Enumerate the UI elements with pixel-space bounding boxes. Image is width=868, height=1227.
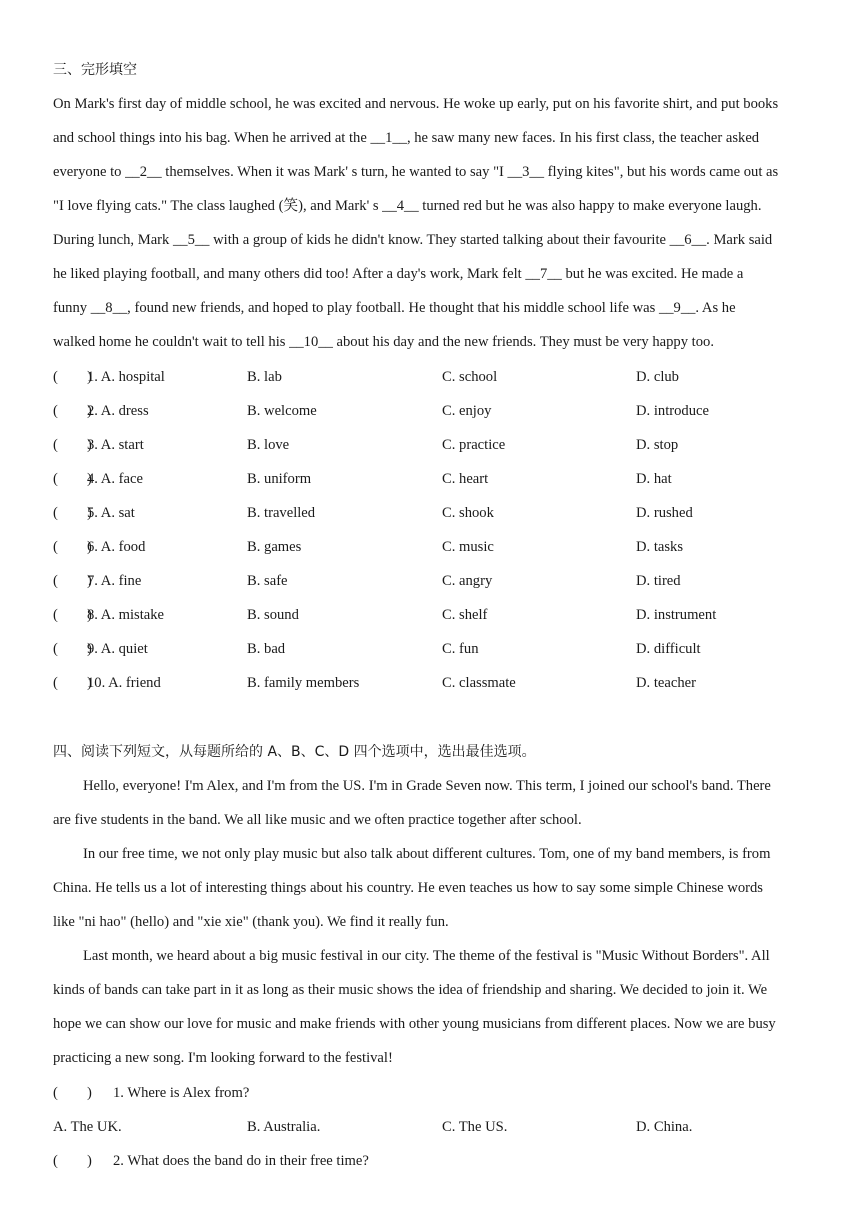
reading-options xyxy=(53,1117,818,1137)
option-c: C. The US. xyxy=(442,1119,508,1135)
reading-paragraph-line: Hello, everyone! I'm Alex, and I'm from the US. I'm in Grade Seven now. This term, I joined our school's band. There xyxy=(83,778,771,794)
answer-blank[interactable]: ( ) xyxy=(53,403,92,419)
option-d: D. club xyxy=(636,369,679,385)
option-b: B. welcome xyxy=(247,403,317,419)
cloze-passage-line: walked home he couldn't wait to tell his __10__ about his day and the new friends. They must be very happy too. xyxy=(53,334,714,350)
cloze-passage-line: During lunch, Mark __5__ with a group of kids he didn't know. They started talking about their favourite __6__. Mark said xyxy=(53,232,773,248)
cloze-question-row xyxy=(53,673,818,693)
reading-paragraph-line: Last month, we heard about a big music festival in our city. The theme of the festival is "Music Without Borders". All xyxy=(83,948,770,964)
reading-paragraph-line: China. He tells us a lot of interesting things about his country. He even teaches us how to say some simple Chinese words xyxy=(53,880,763,896)
option-a: A. The UK. xyxy=(53,1119,122,1135)
cloze-passage-line: funny __8__, found new friends, and hoped to play football. He thought that his middle school life was __9__. As he xyxy=(53,300,736,316)
option-d: D. hat xyxy=(636,471,672,487)
option-c: C. enjoy xyxy=(442,403,492,419)
option-b: B. travelled xyxy=(247,505,316,521)
option-a: 6. A. food xyxy=(87,539,146,555)
option-d: D. stop xyxy=(636,437,679,453)
reading-paragraph-line: are five students in the band. We all like music and we often practice together after school. xyxy=(53,812,582,828)
option-c: C. school xyxy=(442,369,498,385)
option-b: B. games xyxy=(247,539,302,555)
option-a: 7. A. fine xyxy=(87,573,142,589)
option-b: B. safe xyxy=(247,573,288,589)
option-c: C. heart xyxy=(442,471,489,487)
reading-paragraph-line: In our free time, we not only play music but also talk about different cultures. Tom, one of my band members, is from xyxy=(83,846,771,862)
cloze-question-row xyxy=(53,367,818,387)
answer-blank[interactable]: ( ) xyxy=(53,1085,92,1101)
reading-question xyxy=(53,1083,818,1103)
cloze-question-row xyxy=(53,571,818,591)
section-heading-cloze: 三、完形填空 xyxy=(53,62,137,78)
answer-blank[interactable]: ( ) xyxy=(53,369,92,385)
option-b: B. family members xyxy=(247,675,360,691)
answer-blank[interactable]: ( ) xyxy=(53,437,92,453)
option-b: B. sound xyxy=(247,607,299,623)
reading-paragraph-line: hope we can show our love for music and make friends with other young musicians from different places. Now we are busy xyxy=(53,1016,776,1032)
option-c: C. classmate xyxy=(442,675,516,691)
option-a: 9. A. quiet xyxy=(87,641,148,657)
question-text: 1. Where is Alex from? xyxy=(113,1085,250,1101)
option-a: 5. A. sat xyxy=(87,505,135,521)
reading-question xyxy=(53,1151,818,1171)
option-d: D. difficult xyxy=(636,641,701,657)
cloze-question-row xyxy=(53,503,818,523)
answer-blank[interactable]: ( ) xyxy=(53,675,92,691)
cloze-question-row xyxy=(53,537,818,557)
option-a: 4. A. face xyxy=(87,471,143,487)
option-a: 2. A. dress xyxy=(87,403,149,419)
option-c: C. fun xyxy=(442,641,479,657)
option-b: B. love xyxy=(247,437,290,453)
section-heading-reading: 四、阅读下列短文，从每题所给的 A、B、C、D 四个选项中，选出最佳选项。 xyxy=(53,744,536,760)
cloze-passage-line: On Mark's first day of middle school, he was excited and nervous. He woke up early, put on his favorite shirt, and put books xyxy=(53,96,779,112)
option-d: D. China. xyxy=(636,1119,693,1135)
cloze-passage-line: and school things into his bag. When he arrived at the __1__, he saw many new faces. In his first class, the teacher asked xyxy=(53,130,760,146)
answer-blank[interactable]: ( ) xyxy=(53,641,92,657)
option-d: D. introduce xyxy=(636,403,709,419)
reading-paragraph-line: like "ni hao" (hello) and "xie xie" (thank you). We find it really fun. xyxy=(53,914,449,930)
option-d: D. teacher xyxy=(636,675,696,691)
cloze-question-row xyxy=(53,469,818,489)
option-d: D. rushed xyxy=(636,505,693,521)
answer-blank[interactable]: ( ) xyxy=(53,505,92,521)
cloze-passage-line: he liked playing football, and many others did too! After a day's work, Mark felt __7__ but he was excited. He made a xyxy=(53,266,744,282)
reading-paragraph-line: practicing a new song. I'm looking forward to the festival! xyxy=(53,1050,393,1066)
answer-blank[interactable]: ( ) xyxy=(53,539,92,555)
question-text: 2. What does the band do in their free time? xyxy=(113,1153,369,1169)
cloze-passage-line: everyone to __2__ themselves. When it was Mark' s turn, he wanted to say "I __3__ flying kites", but his words came out as xyxy=(53,164,779,180)
option-a: 3. A. start xyxy=(87,437,144,453)
option-b: B. lab xyxy=(247,369,282,385)
answer-blank[interactable]: ( ) xyxy=(53,471,92,487)
option-a: 1. A. hospital xyxy=(87,369,165,385)
cloze-question-row xyxy=(53,605,818,625)
cloze-question-row xyxy=(53,639,818,659)
option-c: C. shook xyxy=(442,505,494,521)
cloze-passage-line: "I love flying cats." The class laughed (笑), and Mark' s __4__ turned red but he was also happy to make everyone laugh. xyxy=(53,198,762,214)
option-d: D. instrument xyxy=(636,607,717,623)
option-b: B. uniform xyxy=(247,471,312,487)
option-b: B. bad xyxy=(247,641,286,657)
option-d: D. tasks xyxy=(636,539,684,555)
option-c: C. music xyxy=(442,539,494,555)
option-c: C. angry xyxy=(442,573,493,589)
option-a: 8. A. mistake xyxy=(87,607,165,623)
option-d: D. tired xyxy=(636,573,681,589)
cloze-question-row xyxy=(53,401,818,421)
cloze-question-row xyxy=(53,435,818,455)
option-b: B. Australia. xyxy=(247,1119,321,1135)
option-c: C. practice xyxy=(442,437,506,453)
answer-blank[interactable]: ( ) xyxy=(53,607,92,623)
answer-blank[interactable]: ( ) xyxy=(53,1153,92,1169)
answer-blank[interactable]: ( ) xyxy=(53,573,92,589)
option-a: 10. A. friend xyxy=(87,675,161,691)
option-c: C. shelf xyxy=(442,607,488,623)
reading-paragraph-line: kinds of bands can take part in it as long as their music shows the idea of friendship and sharing. We decided to join it. We xyxy=(53,982,768,998)
